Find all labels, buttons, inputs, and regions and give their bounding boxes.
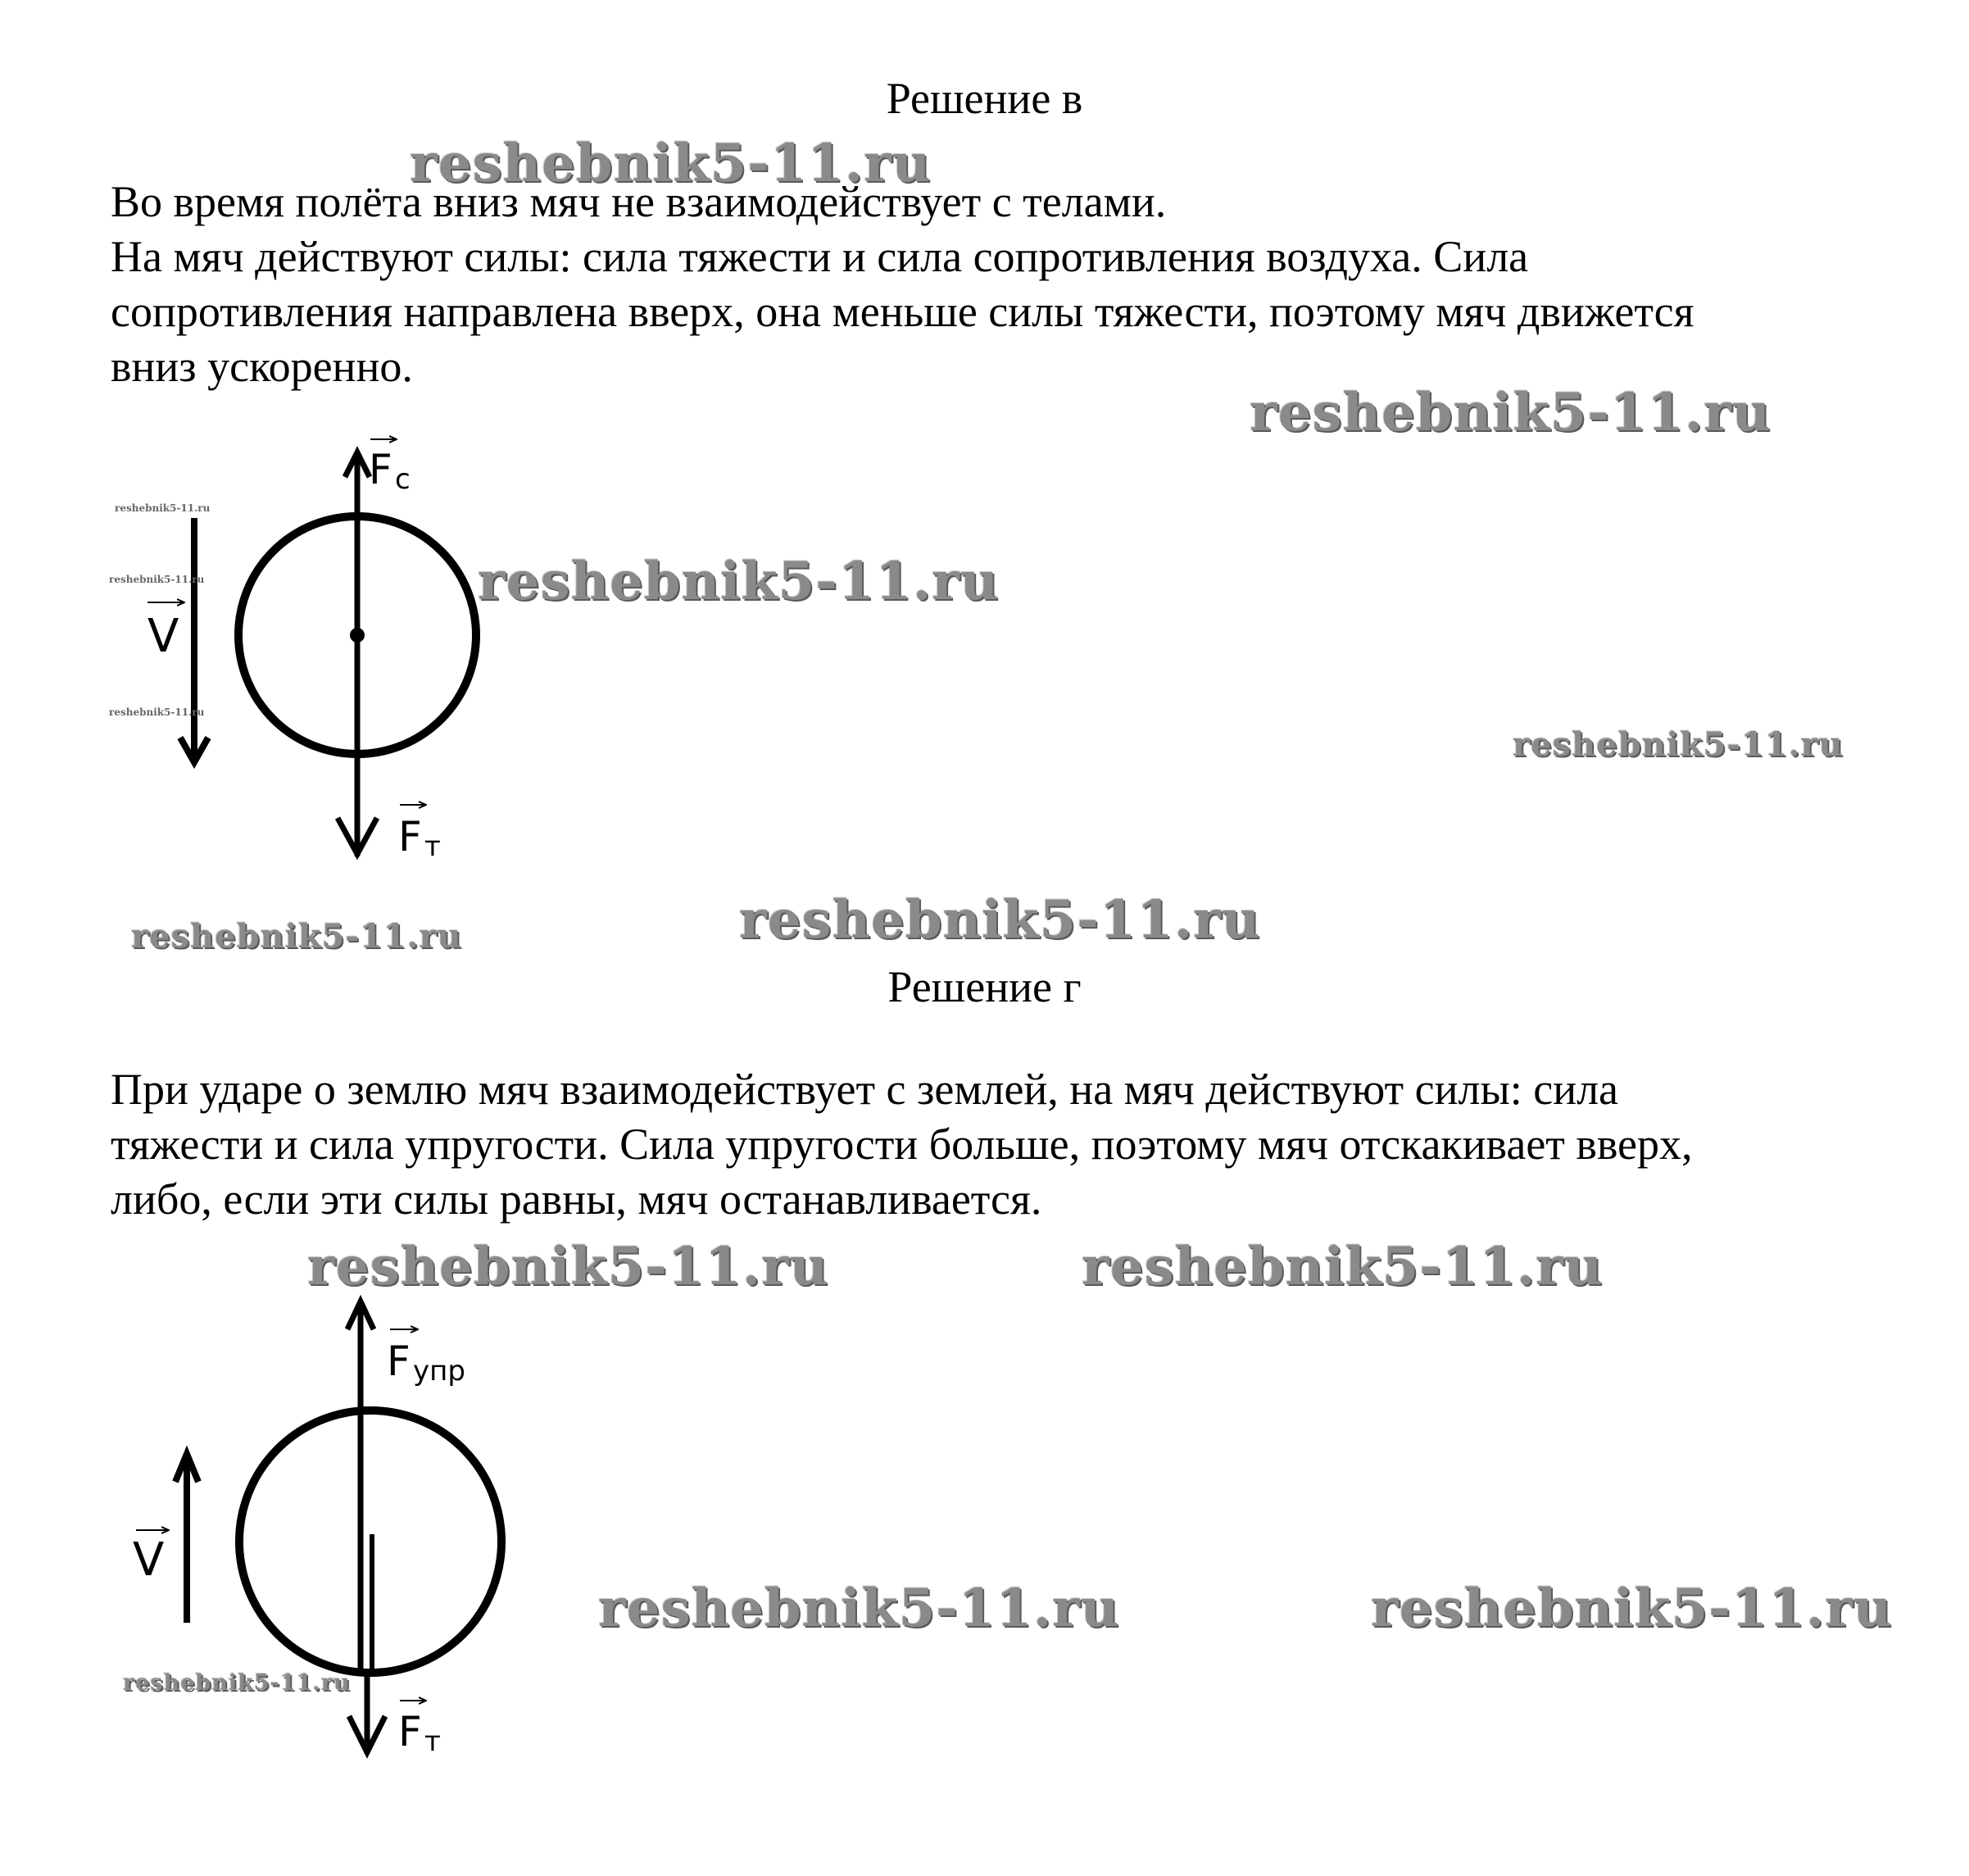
velocity-arrow-up — [175, 1454, 198, 1623]
watermark: reshebnik5-11.ru — [109, 574, 205, 585]
force-symbol: F — [387, 1338, 411, 1385]
watermark: reshebnik5-11.ru — [1082, 1236, 1604, 1297]
velocity-arrow-down — [180, 518, 208, 762]
elastic-force-label — [387, 1329, 465, 1388]
heading-solution-g: Решение г — [887, 962, 1082, 1011]
watermark: reshebnik5-11.ru — [109, 706, 205, 718]
force-subscript: т — [424, 1725, 441, 1758]
force-symbol: F — [398, 813, 422, 861]
gravity-force-label — [398, 805, 441, 863]
watermark: reshebnik5-11.ru — [1250, 382, 1772, 443]
watermark: reshebnik5-11.ru — [1371, 1578, 1893, 1639]
watermark: reshebnik5-11.ru — [410, 133, 932, 194]
watermark: reshebnik5-11.ru — [739, 889, 1261, 951]
resistance-force-label — [369, 439, 411, 496]
text-line: тяжести и сила упругости. Сила упругости больше, поэтому мяч отскакивает вверх, — [111, 1120, 1693, 1169]
force-symbol: F — [398, 1708, 422, 1756]
text-line: При ударе о землю мяч взаимодействует с землей, на мяч действуют силы: сила — [111, 1065, 1619, 1114]
paragraph-solution-v — [111, 175, 1913, 394]
velocity-symbol: V — [133, 1533, 165, 1587]
force-diagram-falling — [0, 426, 656, 885]
text-line: Во время полёта вниз мяч не взаимодействует с телами. — [111, 177, 1167, 226]
force-subscript: т — [424, 830, 441, 863]
heading-solution-v: Решение в — [886, 74, 1083, 123]
watermark: reshebnik5-11.ru — [478, 551, 1000, 612]
text-line: либо, если эти силы равны, мяч останавливается. — [111, 1174, 1042, 1224]
force-symbol: F — [369, 446, 392, 493]
velocity-symbol: V — [147, 610, 179, 663]
velocity-label — [147, 602, 184, 663]
watermark: reshebnik5-11.ru — [115, 502, 211, 514]
text-line: вниз ускоренно. — [111, 342, 413, 391]
force-subscript: c — [395, 463, 411, 496]
paragraph-solution-g — [111, 1062, 1913, 1227]
watermark: reshebnik5-11.ru — [598, 1578, 1120, 1639]
watermark: reshebnik5-11.ru — [307, 1236, 829, 1297]
watermark: reshebnik5-11.ru — [123, 1670, 351, 1696]
text-line: На мяч действуют силы: сила тяжести и сила сопротивления воздуха. Сила — [111, 232, 1529, 281]
force-diagram-bounce — [0, 1287, 656, 1778]
gravity-force-arrow — [349, 1672, 385, 1754]
gravity-force-arrow — [338, 635, 377, 856]
watermark: reshebnik5-11.ru — [131, 917, 462, 956]
text-line: сопротивления направлена вверх, она меньше силы тяжести, поэтому мяч движется — [111, 287, 1695, 336]
watermark: reshebnik5-11.ru — [1513, 725, 1844, 764]
gravity-force-label — [398, 1701, 441, 1758]
resistance-force-arrow — [345, 452, 370, 635]
velocity-label — [133, 1530, 169, 1587]
force-subscript: упр — [413, 1355, 465, 1388]
